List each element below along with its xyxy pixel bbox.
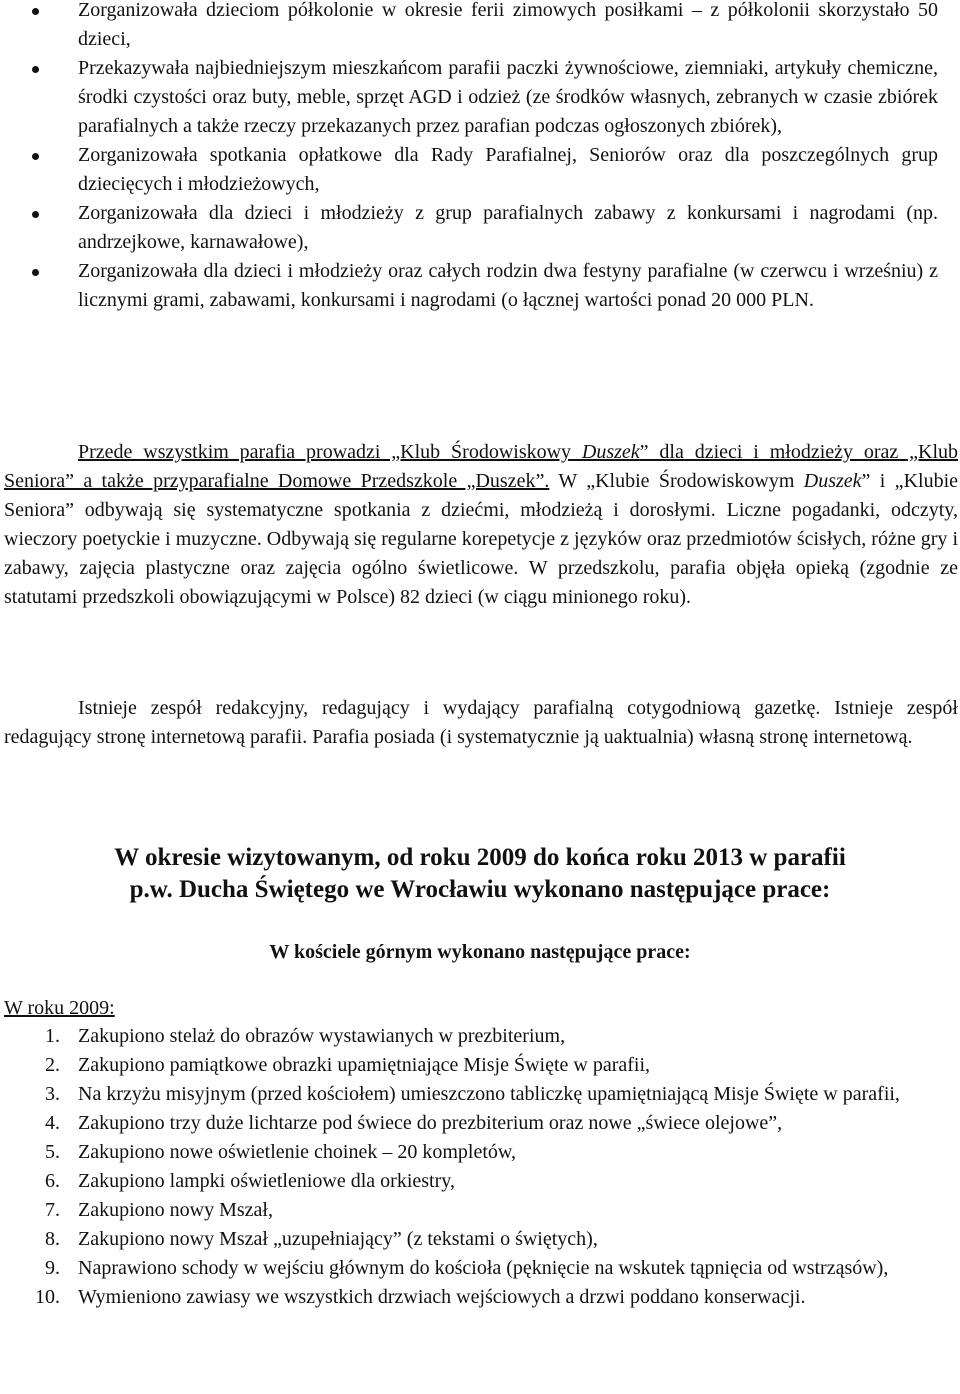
year-label: W roku 2009: bbox=[4, 997, 115, 1019]
works-list-item: 9. Naprawiono schody w wejściu głównym do kościoła (pęknięcie na wskutek tąpnięcia od wstrząsów), bbox=[45, 1257, 889, 1279]
bullet-dot-icon bbox=[32, 211, 39, 218]
works-list-item: 7. Zakupiono nowy Mszał, bbox=[45, 1199, 273, 1221]
editorial-paragraph: Istnieje zespół redakcyjny, redagujący i wydający parafialną cotygodniową gazetkę. Istnieje zespół redagujący stronę internetową parafii. Parafia posiada (i systematycznie ją uaktualnia) własną stronę internetową. bbox=[4, 697, 958, 748]
works-list-item: 4. Zakupiono trzy duże lichtarze pod świece do prezbiterium oraz nowe „świece olejowe”, bbox=[45, 1112, 783, 1134]
works-list-item: 8. Zakupiono nowy Mszał „uzupełniający” (z tekstami o świętych), bbox=[45, 1228, 598, 1250]
clubs-paragraph: Przede wszystkim parafia prowadzi „Klub Środowiskowy Duszek” dla dzieci i młodzieży oraz „Klub Seniora” a także przyparafialne Domowe Przedszkole „Duszek”. W „Klubie Środowiskowym Duszek” i „Klubie Seniora” odbywają się systematyczne spotkania z dziećmi, młodzieżą i dorosłymi. Liczne pogadanki, odczyty, wieczory poetyckie i muzyczne. Odbywają się regularne korepetycje z języków oraz przedmiotów ścisłych, różne gry i zabawy, zajęcia plastyczne oraz zajęcia ogólno świetlicowe. W przedszkolu, parafia objęła opieką (zgodnie ze statutami przedszkoli obowiązującymi w Polsce) 82 dzieci (w ciągu minionego roku). bbox=[4, 441, 959, 608]
works-list-item: 1. Zakupiono stelaż do obrazów wystawianych w prezbiterium, bbox=[45, 1025, 566, 1047]
section-title-line-1: W okresie wizytowanym, od roku 2009 do końca roku 2013 w parafii bbox=[114, 844, 846, 871]
bullet-item: Zorganizowała spotkania opłatkowe dla Rady Parafialnej, Seniorów oraz dla poszczególnych grup dziecięcych i młodzieżowych, bbox=[0, 141, 960, 199]
works-list-item: 2. Zakupiono pamiątkowe obrazki upamiętniające Misje Święte w parafii, bbox=[45, 1054, 651, 1076]
activities-bullet-list bbox=[0, 0, 960, 315]
works-list-item: 10. Wymieniono zawiasy we wszystkich drzwiach wejściowych a drzwi poddano konserwacji. bbox=[35, 1286, 806, 1308]
works-list-item: 5. Zakupiono nowe oświetlenie choinek – 20 kompletów, bbox=[45, 1141, 517, 1163]
clubs-intro: Przede wszystkim parafia prowadzi „Klub Środowiskowy Duszek” dla dzieci i młodzieży oraz „Klub Seniora” a także przyparafialne Domowe Przedszkole „Duszek”. bbox=[4, 441, 959, 492]
bullet-item: Przekazywała najbiedniejszym mieszkańcom parafii paczki żywnościowe, ziemniaki, artykuły chemiczne, środki czystości oraz buty, meble, sprzęt AGD i odzież (ze środków własnych, zebranych w czasie zbiórek parafialnych a także rzeczy przekazanych przez parafian podczas ogłoszonych zbiórek), bbox=[0, 54, 960, 141]
bullet-dot-icon bbox=[32, 269, 39, 276]
bullet-item: Zorganizowała dla dzieci i młodzieży oraz całych rodzin dwa festyny parafialne (w czerwcu i wrześniu) z licznymi grami, zabawami, konkursami i nagrodami (o łącznej wartości ponad 20 000 PLN. bbox=[0, 257, 960, 315]
bullet-dot-icon bbox=[32, 66, 39, 73]
bullet-dot-icon bbox=[32, 8, 39, 15]
works-list-item: 6. Zakupiono lampki oświetleniowe dla orkiestry, bbox=[45, 1170, 455, 1192]
works-list bbox=[0, 1022, 960, 1312]
works-list-item: 3. Na krzyżu misyjnym (przed kościołem) umieszczono tabliczkę upamiętniającą Misje Święte w parafii, bbox=[45, 1083, 900, 1105]
bullet-item: Zorganizowała dzieciom półkolonie w okresie ferii zimowych posiłkami – z półkolonii skorzystało 50 dzieci, bbox=[0, 0, 960, 54]
bullet-item: Zorganizowała dla dzieci i młodzieży z grup parafialnych zabawy z konkursami i nagrodami (np. andrzejkowe, karnawałowe), bbox=[0, 199, 960, 257]
bullet-dot-icon bbox=[32, 153, 39, 160]
section-title-line-2: p.w. Ducha Świętego we Wrocławiu wykonano następujące prace: bbox=[129, 876, 831, 903]
subsection-title: W kościele górnym wykonano następujące prace: bbox=[269, 941, 691, 963]
